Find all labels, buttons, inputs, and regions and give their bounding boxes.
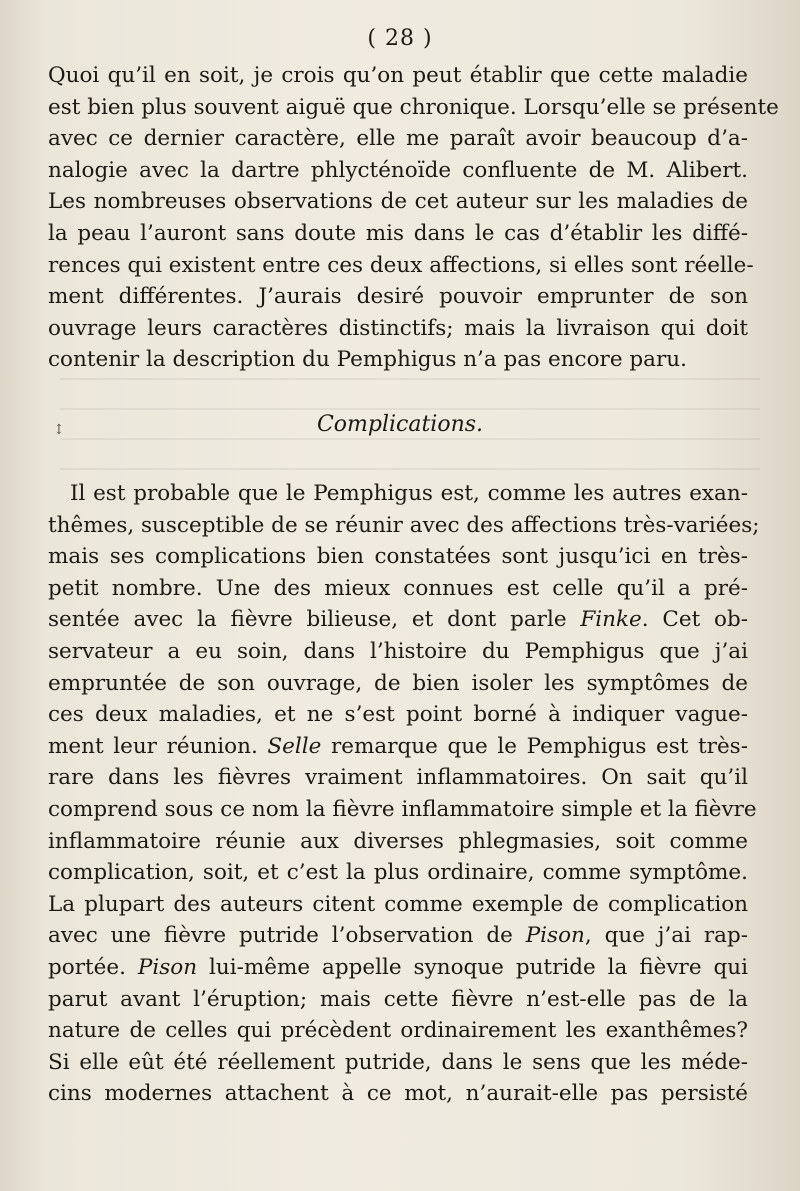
text-segment: Il est probable que le Pemphigus est, comme les autres exan- bbox=[70, 481, 748, 506]
cited-author-name: Pison bbox=[137, 954, 198, 980]
text-line bbox=[48, 889, 748, 921]
text-line: Quoi qu’il en soit, je crois qu’on peut établir que cette maladie bbox=[48, 63, 748, 88]
text-line: la peau l’auront sans doute mis dans le cas d’établir les diffé- bbox=[48, 220, 748, 246]
text-line: avec ce dernier caractère, elle me paraît avoir beaucoup d’a- bbox=[48, 126, 748, 152]
text-line bbox=[48, 510, 760, 542]
text-segment: complication, soit, et c’est la plus ordinaire, comme symptôme. bbox=[48, 860, 748, 886]
text-segment: empruntée de son ouvrage, de bien isoler les symptômes de bbox=[48, 670, 748, 696]
text-segment: ment leur réunion. bbox=[48, 733, 268, 759]
text-line bbox=[48, 604, 748, 636]
text-line bbox=[48, 1047, 748, 1079]
text-line: contenir la description du Pemphigus n’a pas encore paru. bbox=[48, 347, 687, 373]
text-line: est bien plus souvent aiguë que chronique. Lorsqu’elle se présente bbox=[48, 94, 779, 120]
text-segment: rare dans les fièvres vraiment inflammatoires. On sait qu’il bbox=[48, 765, 748, 791]
text-segment: mais ses complications bien constatées sont jusqu’ici en très- bbox=[48, 544, 748, 570]
text-line: nalogie avec la dartre phlycténoïde confluente de M. Alibert. bbox=[48, 157, 748, 183]
section-heading: Complications. bbox=[316, 412, 484, 437]
text-segment: avec une fièvre putride l’observation de bbox=[48, 923, 526, 949]
text-line bbox=[48, 636, 748, 668]
text-line: ouvrage leurs caractères distinctifs; mais la livraison qui doit bbox=[48, 315, 748, 341]
text-segment: sentée avec la fièvre bilieuse, et dont parle bbox=[48, 607, 581, 633]
text-line bbox=[48, 541, 748, 573]
cited-author-name: Pison bbox=[525, 923, 585, 949]
text-segment: nature de celles qui précèdent ordinairement les exanthêmes? bbox=[48, 1018, 748, 1044]
text-segment: inflammatoire réunie aux diverses phlegmasies, soit comme bbox=[48, 828, 748, 854]
text-line bbox=[48, 762, 748, 794]
text-line bbox=[48, 731, 748, 763]
text-line: Les nombreuses observations de cet auteur sur les maladies de bbox=[48, 189, 748, 215]
margin-mark: ↕ bbox=[53, 422, 65, 438]
text-line: rences qui existent entre ces deux affections, si elles sont réelle- bbox=[48, 252, 754, 278]
text-segment: servateur a eu soin, dans l’histoire du Pemphigus que j’ai bbox=[48, 638, 748, 664]
text-segment: Si elle eût été réellement putride, dans le sens que les méde- bbox=[48, 1049, 748, 1075]
text-segment: cins modernes attachent à ce mot, n’aurait-elle pas persisté bbox=[48, 1081, 748, 1107]
text-line bbox=[48, 1078, 748, 1110]
paragraph-1 bbox=[48, 60, 779, 376]
page-number: ( 28 ) bbox=[367, 26, 433, 51]
text-line bbox=[48, 668, 748, 700]
text-line: ment différentes. J’aurais desiré pouvoir emprunter de son bbox=[48, 284, 748, 310]
text-segment: parut avant l’éruption; mais cette fièvre n’est-elle pas de la bbox=[48, 986, 748, 1012]
text-segment: , que j’ai rap- bbox=[584, 923, 748, 949]
paragraph-2 bbox=[48, 478, 760, 1110]
text-segment: petit nombre. Une des mieux connues est celle qu’il a pré- bbox=[48, 575, 748, 601]
text-line bbox=[48, 826, 748, 858]
text-segment: La plupart des auteurs citent comme exemple de complication bbox=[48, 891, 748, 917]
cited-author-name: Finke bbox=[580, 607, 642, 633]
text-segment: portée. bbox=[48, 954, 138, 980]
text-segment: comprend sous ce nom la fièvre inflammatoire simple et la fièvre bbox=[48, 796, 757, 822]
text-line bbox=[48, 794, 757, 826]
cited-author-name: Selle bbox=[267, 733, 322, 759]
text-segment: remarque que le Pemphigus est très- bbox=[321, 733, 748, 759]
text-line bbox=[48, 1015, 748, 1047]
text-segment: lui-même appelle synoque putride la fièvre qui bbox=[197, 954, 748, 980]
text-line bbox=[48, 952, 748, 984]
text-line bbox=[48, 478, 748, 510]
text-line bbox=[48, 984, 748, 1016]
text-segment: thêmes, susceptible de se réunir avec des affections très-variées; bbox=[48, 512, 760, 538]
text-segment: . Cet ob- bbox=[641, 607, 748, 633]
text-line bbox=[48, 857, 748, 889]
text-line bbox=[48, 573, 748, 605]
text-segment: ces deux maladies, et ne s’est point borné à indiquer vague- bbox=[48, 702, 748, 728]
text-line bbox=[48, 920, 748, 952]
text-line bbox=[48, 699, 748, 731]
